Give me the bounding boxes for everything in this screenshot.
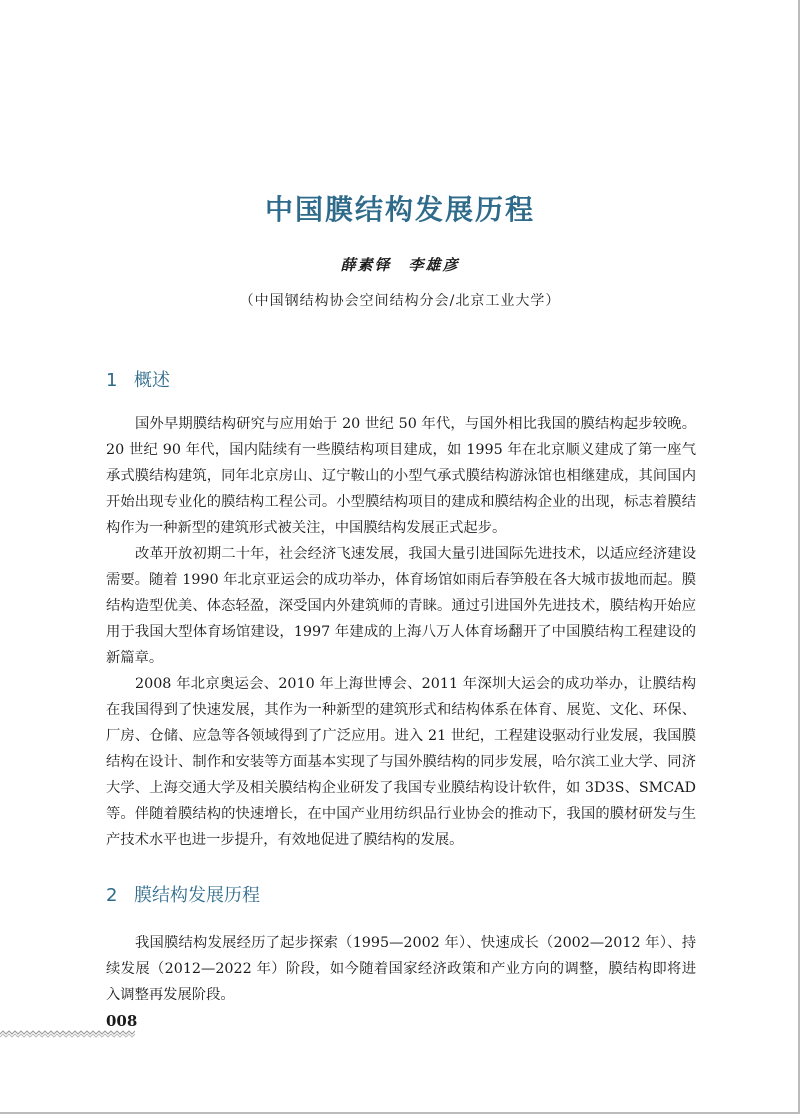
section-heading-1 [106, 366, 170, 392]
paragraph: 我国膜结构发展经历了起步探索（1995—2002 年）、快速成长（2002—2012 年）、持续发展（2012—2022 年）阶段，如今随着国家经济政策和产业方向的调整，膜结构即将进入调整再发展阶段。 [106, 935, 696, 1003]
affiliation: （中国钢结构协会空间结构分会/北京工业大学） [239, 293, 561, 309]
paragraph: 改革开放初期二十年，社会经济飞速发展，我国大量引进国际先进技术，以适应经济建设需要。随着 1990 年北京亚运会的成功举办，体育场馆如雨后春笋般在各大城市拔地而起。膜结构造型优美、体态轻盈，深受国内外建筑师的青睐。通过引进国外先进技术，膜结构开始应用于我国大型体育场馆建设，1997 年建成的上海八万人体育场翻开了中国膜结构工程建设的新篇章。 [106, 546, 696, 666]
paragraph: 2008 年北京奥运会、2010 年上海世博会、2011 年深圳大运会的成功举办，让膜结构在我国得到了快速发展，其作为一种新型的建筑形式和结构体系在体育、展览、文化、环保、厂房、仓储、应急等各领域得到了广泛应用。进入 21 世纪，工程建设驱动行业发展，我国膜结构在设计、制作和安装等方面基本实现了与国外膜结构的同步发展，哈尔滨工业大学、同济大学、上海交通大学及相关膜结构企业研发了我国专业膜结构设计软件，如 3D3S、SMCAD 等。伴随着膜结构的快速增长，在中国产业用纺织品行业协会的推动下，我国的膜材研发与生产技术水平也进一步提升，有效地促进了膜结构的发展。 [106, 676, 696, 848]
paragraph: 国外早期膜结构研究与应用始于 20 世纪 50 年代，与国外相比我国的膜结构起步较晚。20 世纪 90 年代，国内陆续有一些膜结构项目建成，如 1995 年在北京顺义建成了第一座气承式膜结构建筑，同年北京房山、辽宁鞍山的小型气承式膜结构游泳馆也相继建成，其间国内开始出现专业化的膜结构工程公司。小型膜结构项目的建成和膜结构企业的出现，标志着膜结构作为一种新型的建筑形式被关注，中国膜结构发展正式起步。 [106, 416, 696, 536]
wave-decoration [0, 1030, 135, 1038]
section-heading-2 [106, 881, 260, 907]
section-number: 2 [106, 885, 118, 906]
section-title: 膜结构发展历程 [134, 885, 260, 906]
page-title: 中国膜结构发展历程 [264, 193, 535, 226]
section-number: 1 [106, 370, 118, 391]
section-title: 概述 [134, 370, 170, 391]
page-number: 008 [106, 1012, 138, 1030]
authors: 薛素铎 李雄彦 [340, 256, 460, 274]
